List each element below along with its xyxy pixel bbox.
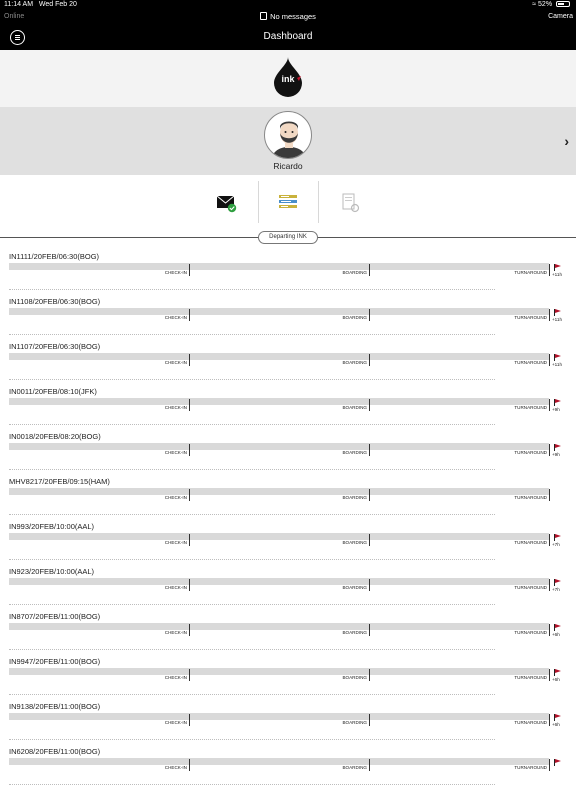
checkin-marker [189, 579, 190, 591]
checkin-label: CHECK-IN [164, 765, 187, 770]
boarding-label: BOARDING [342, 540, 367, 545]
row-separator [9, 334, 495, 335]
delay-label: +6h [552, 632, 560, 637]
row-separator [9, 694, 495, 695]
row-separator [9, 514, 495, 515]
checkin-marker [189, 669, 190, 681]
delay-label: +11h [552, 362, 563, 367]
flight-code[interactable]: IN0018/20FEB/08:20(BOG) [9, 432, 101, 441]
boarding-label: BOARDING [342, 675, 367, 680]
logo-band [0, 50, 576, 107]
boarding-marker [369, 489, 370, 501]
flight-row[interactable] [0, 341, 576, 386]
turnaround-marker [549, 759, 550, 771]
flight-code[interactable]: IN8707/20FEB/11:00(BOG) [9, 612, 101, 621]
boarding-marker [369, 579, 370, 591]
checkin-label: CHECK-IN [164, 405, 187, 410]
boarding-label: BOARDING [342, 630, 367, 635]
flight-code[interactable]: IN1108/20FEB/06:30(BOG) [9, 297, 101, 306]
turnaround-marker [549, 264, 550, 276]
profile-card[interactable] [0, 107, 576, 175]
boarding-label: BOARDING [342, 315, 367, 320]
delay-label: +9h [552, 452, 560, 457]
delay-label: +7h [552, 542, 560, 547]
turnaround-label: TURNAROUND [514, 360, 547, 365]
flight-code[interactable]: IN9138/20FEB/11:00(BOG) [9, 702, 101, 711]
battery-icon [556, 1, 570, 7]
flight-progress-bar [9, 578, 549, 585]
boarding-marker [369, 399, 370, 411]
boarding-marker [369, 264, 370, 276]
flight-row[interactable] [0, 251, 576, 296]
turnaround-label: TURNAROUND [514, 495, 547, 500]
chevron-right-icon[interactable]: › [564, 133, 569, 149]
flight-progress-bar [9, 488, 549, 495]
flight-row[interactable] [0, 521, 576, 566]
turnaround-marker [549, 534, 550, 546]
boarding-label: BOARDING [342, 720, 367, 725]
turnaround-marker [549, 669, 550, 681]
flight-code[interactable]: IN6208/20FEB/11:00(BOG) [9, 747, 101, 756]
checkin-marker [189, 624, 190, 636]
boarding-label: BOARDING [342, 450, 367, 455]
flight-row[interactable] [0, 386, 576, 431]
row-separator [9, 739, 495, 740]
row-separator [9, 649, 495, 650]
page-title: Dashboard [263, 31, 313, 42]
flight-progress-bar [9, 533, 549, 540]
wifi-icon: ≈ [532, 1, 537, 8]
flight-row[interactable] [0, 296, 576, 341]
turnaround-label: TURNAROUND [514, 585, 547, 590]
checkin-label: CHECK-IN [164, 315, 187, 320]
flight-code[interactable]: IN993/20FEB/10:00(AAL) [9, 522, 95, 531]
turnaround-label: TURNAROUND [514, 720, 547, 725]
turnaround-marker [549, 354, 550, 366]
row-separator [9, 289, 495, 290]
flight-progress-bar [9, 263, 549, 270]
boarding-marker [369, 444, 370, 456]
row-separator [9, 784, 495, 785]
flight-progress-bar [9, 623, 549, 630]
delay-label: +11h [552, 317, 563, 322]
delay-label: +7h [552, 587, 560, 592]
checkin-marker [189, 714, 190, 726]
flight-row[interactable] [0, 656, 576, 701]
avatar [264, 111, 312, 159]
delay-label: +6h [552, 722, 560, 727]
departing-filter-button[interactable]: Departing INK [258, 231, 318, 244]
checkin-label: CHECK-IN [164, 270, 187, 275]
checkin-label: CHECK-IN [164, 720, 187, 725]
checkin-marker [189, 354, 190, 366]
turnaround-marker [549, 624, 550, 636]
profile-name: Ricardo [273, 161, 303, 171]
flight-progress-bar [9, 443, 549, 450]
turnaround-marker [549, 399, 550, 411]
flag-icon[interactable] [553, 759, 565, 771]
turnaround-label: TURNAROUND [514, 540, 547, 545]
flight-progress-bar [9, 668, 549, 675]
boarding-marker [369, 309, 370, 321]
flight-code[interactable]: IN923/20FEB/10:00(AAL) [9, 567, 95, 576]
flight-row[interactable] [0, 746, 576, 791]
row-separator [9, 559, 495, 560]
boarding-marker [369, 534, 370, 546]
checkin-marker [189, 534, 190, 546]
flight-code[interactable]: IN1111/20FEB/06:30(BOG) [9, 252, 100, 261]
flight-code[interactable]: IN1107/20FEB/06:30(BOG) [9, 342, 101, 351]
turnaround-label: TURNAROUND [514, 675, 547, 680]
checkin-marker [189, 264, 190, 276]
document-settings-icon[interactable] [340, 193, 362, 213]
boarding-label: BOARDING [342, 270, 367, 275]
flight-progress-bar [9, 353, 549, 360]
checkin-label: CHECK-IN [164, 585, 187, 590]
turnaround-marker [549, 444, 550, 456]
boarding-label: BOARDING [342, 360, 367, 365]
boarding-marker [369, 759, 370, 771]
boarding-label: BOARDING [342, 765, 367, 770]
turnaround-label: TURNAROUND [514, 765, 547, 770]
flight-code[interactable]: MHV8217/20FEB/09:15(HAM) [9, 477, 110, 486]
boarding-label: BOARDING [342, 495, 367, 500]
turnaround-marker [549, 309, 550, 321]
checkin-marker [189, 444, 190, 456]
flight-row[interactable] [0, 611, 576, 656]
user-avatar-icon [265, 112, 312, 159]
checkin-label: CHECK-IN [164, 675, 187, 680]
checkin-label: CHECK-IN [164, 360, 187, 365]
flight-row[interactable] [0, 566, 576, 611]
turnaround-label: TURNAROUND [514, 450, 547, 455]
messages-status[interactable] [0, 12, 576, 21]
camera-label[interactable]: Camera [548, 13, 573, 20]
list-icon[interactable] [277, 193, 299, 213]
logo-text: ink [281, 74, 295, 84]
delay-label: +6h [552, 677, 560, 682]
boarding-marker [369, 624, 370, 636]
checkin-label: CHECK-IN [164, 630, 187, 635]
checkin-label: CHECK-IN [164, 540, 187, 545]
turnaround-label: TURNAROUND [514, 270, 547, 275]
turnaround-label: TURNAROUND [514, 405, 547, 410]
turnaround-label: TURNAROUND [514, 630, 547, 635]
checkin-marker [189, 399, 190, 411]
delay-label: +9h [552, 407, 560, 412]
messages-icon [260, 12, 267, 20]
action-row [0, 175, 576, 237]
turnaround-label: TURNAROUND [514, 315, 547, 320]
messages-label: No messages [270, 12, 316, 21]
divider [318, 181, 319, 223]
checkin-marker [189, 309, 190, 321]
divider [258, 181, 259, 223]
delay-label: +11h [552, 272, 563, 277]
row-separator [9, 604, 495, 605]
flight-progress-bar [9, 713, 549, 720]
turnaround-marker [549, 489, 550, 501]
status-date: Wed Feb 20 [38, 1, 77, 8]
boarding-label: BOARDING [342, 405, 367, 410]
boarding-marker [369, 354, 370, 366]
flight-progress-bar [9, 398, 549, 405]
flight-progress-bar [9, 308, 549, 315]
row-separator [9, 469, 495, 470]
flight-row[interactable] [0, 431, 576, 476]
turnaround-marker [549, 714, 550, 726]
battery-percent: 52% [538, 1, 553, 8]
flight-list [0, 251, 576, 791]
boarding-marker [369, 714, 370, 726]
flight-progress-bar [9, 758, 549, 765]
checkin-label: CHECK-IN [164, 450, 187, 455]
flight-code[interactable]: IN0011/20FEB/08:10(JFK) [9, 387, 97, 396]
flight-row[interactable] [0, 701, 576, 746]
checkin-marker [189, 489, 190, 501]
mail-check-icon[interactable] [216, 193, 238, 213]
row-separator [9, 379, 495, 380]
status-right [532, 1, 570, 8]
flight-row[interactable] [0, 476, 576, 521]
boarding-label: BOARDING [342, 585, 367, 590]
checkin-label: CHECK-IN [164, 495, 187, 500]
boarding-marker [369, 669, 370, 681]
status-time-date [4, 1, 77, 8]
turnaround-marker [549, 579, 550, 591]
connection-status: Online [4, 13, 25, 20]
flight-code[interactable]: IN9947/20FEB/11:00(BOG) [9, 657, 101, 666]
checkin-marker [189, 759, 190, 771]
row-separator [9, 424, 495, 425]
top-bar [0, 0, 576, 50]
status-time: 11:14 AM [4, 1, 34, 8]
